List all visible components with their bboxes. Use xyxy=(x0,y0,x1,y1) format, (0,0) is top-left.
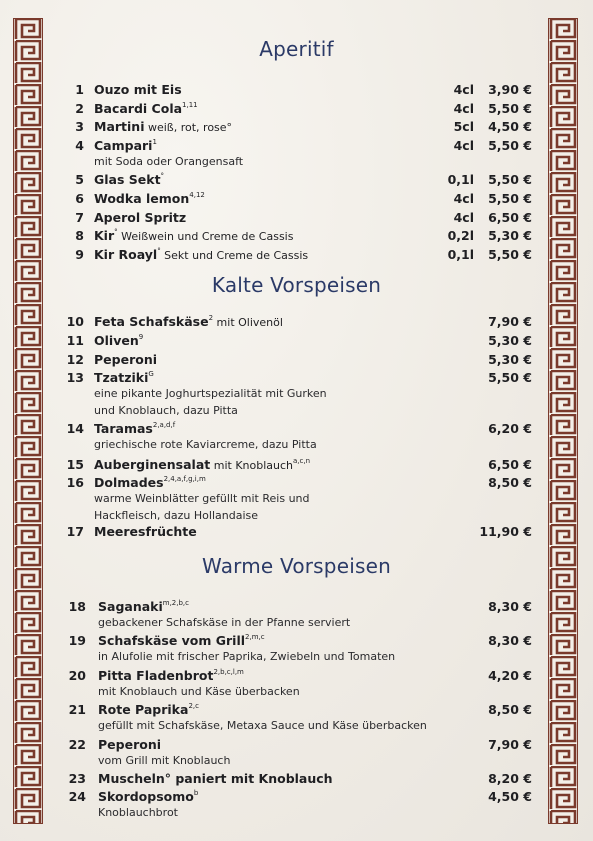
item-price: 4,50 € xyxy=(488,789,532,804)
item-name xyxy=(94,82,182,97)
item-price: 8,30 € xyxy=(488,599,532,614)
item-price: 5,30 € xyxy=(488,333,532,348)
section-title: Warme Vorspeisen xyxy=(202,554,391,578)
item-number: 12 xyxy=(66,352,84,367)
allergen-note: G xyxy=(148,369,154,378)
item-name-text: Kir xyxy=(94,228,115,243)
item-name-text: Skordopsomo xyxy=(98,789,194,804)
item-name-text: Kir Roayl xyxy=(94,247,158,262)
item-name xyxy=(94,475,206,490)
item-name xyxy=(94,524,197,539)
item-description: und Knoblauch, dazu Pitta xyxy=(94,404,238,417)
item-name-text: Auberginensalat xyxy=(94,457,211,472)
item-name xyxy=(98,668,244,683)
item-name xyxy=(94,333,143,348)
greek-key-border-left xyxy=(13,18,43,824)
item-name-text: Ouzo mit Eis xyxy=(94,82,182,97)
item-number: 10 xyxy=(66,314,84,329)
item-description: in Alufolie mit frischer Paprika, Zwiebeln und Tomaten xyxy=(98,650,396,663)
section-title: Aperitif xyxy=(259,37,334,61)
item-price: 5,50 € xyxy=(488,370,532,385)
allergen-note: ° xyxy=(157,246,161,255)
item-price: 8,50 € xyxy=(488,702,532,717)
item-price: 8,20 € xyxy=(488,771,532,786)
item-name xyxy=(94,421,175,436)
item-name-text: Aperol Spritz xyxy=(94,210,187,225)
item-number: 19 xyxy=(68,633,86,648)
item-extra: mit Knoblauch xyxy=(210,459,294,472)
item-number: 23 xyxy=(68,771,86,786)
item-name-text: Tzatziki xyxy=(94,370,149,385)
item-name xyxy=(98,789,198,804)
item-name-text: Pitta Fladenbrot xyxy=(98,668,214,683)
allergen-note: ° xyxy=(114,227,118,236)
item-size: 4cl xyxy=(453,138,474,153)
item-description: eine pikante Joghurtspezialität mit Gurken xyxy=(94,387,327,400)
item-price: 5,50 € xyxy=(488,172,532,187)
item-name-text: Muscheln° paniert mit Knoblauch xyxy=(98,771,333,786)
item-number: 18 xyxy=(68,599,86,614)
item-price: 7,90 € xyxy=(488,314,532,329)
item-size: 4cl xyxy=(453,82,474,97)
item-price: 3,90 € xyxy=(488,82,532,97)
allergen-note: 2,b,c,l,m xyxy=(213,667,244,676)
allergen-note: 2,c xyxy=(188,701,199,710)
section-title: Kalte Vorspeisen xyxy=(211,273,382,297)
allergen-note: 2,m,c xyxy=(245,632,265,641)
item-name xyxy=(94,457,310,472)
item-number: 3 xyxy=(75,119,84,134)
item-number: 21 xyxy=(68,702,86,717)
item-name xyxy=(94,101,198,116)
item-number: 1 xyxy=(75,82,84,97)
item-name-text: Campari xyxy=(94,138,153,153)
allergen-note: 9 xyxy=(138,332,144,341)
item-description: vom Grill mit Knoblauch xyxy=(98,754,231,767)
allergen-note: ° xyxy=(160,171,165,180)
item-extra: Sekt und Creme de Cassis xyxy=(160,249,309,262)
item-number: 8 xyxy=(75,228,84,243)
item-name-text: Schafskäse vom Grill xyxy=(98,633,246,648)
allergen-note: b xyxy=(193,788,199,797)
item-size: 0,1l xyxy=(447,172,474,187)
item-name xyxy=(94,352,157,367)
item-number: 14 xyxy=(66,421,84,436)
item-name xyxy=(94,119,232,134)
item-number: 13 xyxy=(66,370,84,385)
item-name-text: Feta Schafskäse xyxy=(94,314,209,329)
item-price: 7,90 € xyxy=(488,737,532,752)
item-extra: Weißwein und Creme de Cassis xyxy=(117,230,294,243)
item-price: 5,50 € xyxy=(488,101,532,116)
item-name-text: Martini xyxy=(94,119,145,134)
item-description: gefüllt mit Schafskäse, Metaxa Sauce und Käse überbacken xyxy=(98,719,427,732)
item-price: 8,50 € xyxy=(488,475,532,490)
item-description: mit Soda oder Orangensaft xyxy=(94,155,244,168)
item-price: 5,50 € xyxy=(488,138,532,153)
item-number: 15 xyxy=(66,457,84,472)
item-name-text: Saganaki xyxy=(98,599,163,614)
item-description: mit Knoblauch und Käse überbacken xyxy=(98,685,300,698)
item-name-text: Glas Sekt xyxy=(94,172,161,187)
item-price: 11,90 € xyxy=(479,524,532,539)
item-number: 5 xyxy=(75,172,84,187)
item-name xyxy=(98,599,189,614)
item-number: 2 xyxy=(75,101,84,116)
item-name xyxy=(94,370,154,385)
item-price: 8,30 € xyxy=(488,633,532,648)
item-name xyxy=(94,172,164,187)
item-name-text: Dolmades xyxy=(94,475,164,490)
item-name xyxy=(94,314,283,329)
item-extra: mit Olivenöl xyxy=(213,316,283,329)
item-price: 6,50 € xyxy=(488,210,532,225)
item-size: 4cl xyxy=(453,210,474,225)
item-price: 5,50 € xyxy=(488,191,532,206)
item-price: 5,30 € xyxy=(488,228,532,243)
item-size: 5cl xyxy=(453,119,474,134)
item-description: griechische rote Kaviarcreme, dazu Pitta xyxy=(94,438,317,451)
item-name-text: Meeresfrüchte xyxy=(94,524,197,539)
item-name xyxy=(98,702,199,717)
item-size: 4cl xyxy=(453,101,474,116)
item-name xyxy=(98,771,333,786)
item-number: 22 xyxy=(68,737,86,752)
allergen-note: 1,11 xyxy=(182,100,198,109)
allergen-note: 2,4,a,f,g,i,m xyxy=(163,474,206,483)
item-name-text: Peperoni xyxy=(98,737,162,752)
item-name xyxy=(94,191,205,206)
item-description: warme Weinblätter gefüllt mit Reis und xyxy=(94,492,310,505)
item-number: 6 xyxy=(75,191,84,206)
item-name xyxy=(98,737,161,752)
item-size: 0,1l xyxy=(447,247,474,262)
item-description: Knoblauchbrot xyxy=(98,806,178,819)
item-name-text: Taramas xyxy=(94,421,153,436)
item-number: 11 xyxy=(66,333,84,348)
allergen-note: 4,12 xyxy=(189,190,205,199)
item-price: 5,30 € xyxy=(488,352,532,367)
item-number: 20 xyxy=(68,668,86,683)
item-price: 4,20 € xyxy=(488,668,532,683)
allergen-note: 2 xyxy=(208,313,214,322)
allergen-note: 2,a,d,f xyxy=(152,420,176,429)
item-number: 16 xyxy=(66,475,84,490)
item-price: 4,50 € xyxy=(488,119,532,134)
item-extra: weiß, rot, rose° xyxy=(144,121,233,134)
item-name xyxy=(98,633,265,648)
item-price: 5,50 € xyxy=(488,247,532,262)
item-name-text: Peperoni xyxy=(94,352,158,367)
item-description: Hackfleisch, dazu Hollandaise xyxy=(94,509,258,522)
allergen-note: m,2,b,c xyxy=(162,598,190,607)
item-description: gebackener Schafskäse in der Pfanne serviert xyxy=(98,616,351,629)
item-name xyxy=(94,247,308,262)
greek-key-border-right xyxy=(548,18,578,824)
item-number: 24 xyxy=(68,789,86,804)
item-price: 6,50 € xyxy=(488,457,532,472)
item-name-text: Oliven xyxy=(94,333,139,348)
item-number: 4 xyxy=(75,138,84,153)
item-size: 0,2l xyxy=(447,228,474,243)
item-name-text: Wodka lemon xyxy=(94,191,190,206)
allergen-note: 1 xyxy=(152,137,157,146)
item-name xyxy=(94,210,186,225)
item-number: 17 xyxy=(66,524,84,539)
allergen-note: a,c,n xyxy=(293,456,311,465)
item-size: 4cl xyxy=(453,191,474,206)
item-name-text: Bacardi Cola xyxy=(94,101,183,116)
item-number: 9 xyxy=(75,247,84,262)
item-number: 7 xyxy=(75,210,84,225)
item-name-text: Rote Paprika xyxy=(98,702,189,717)
item-name xyxy=(94,228,293,243)
item-price: 6,20 € xyxy=(488,421,532,436)
item-name xyxy=(94,138,157,153)
